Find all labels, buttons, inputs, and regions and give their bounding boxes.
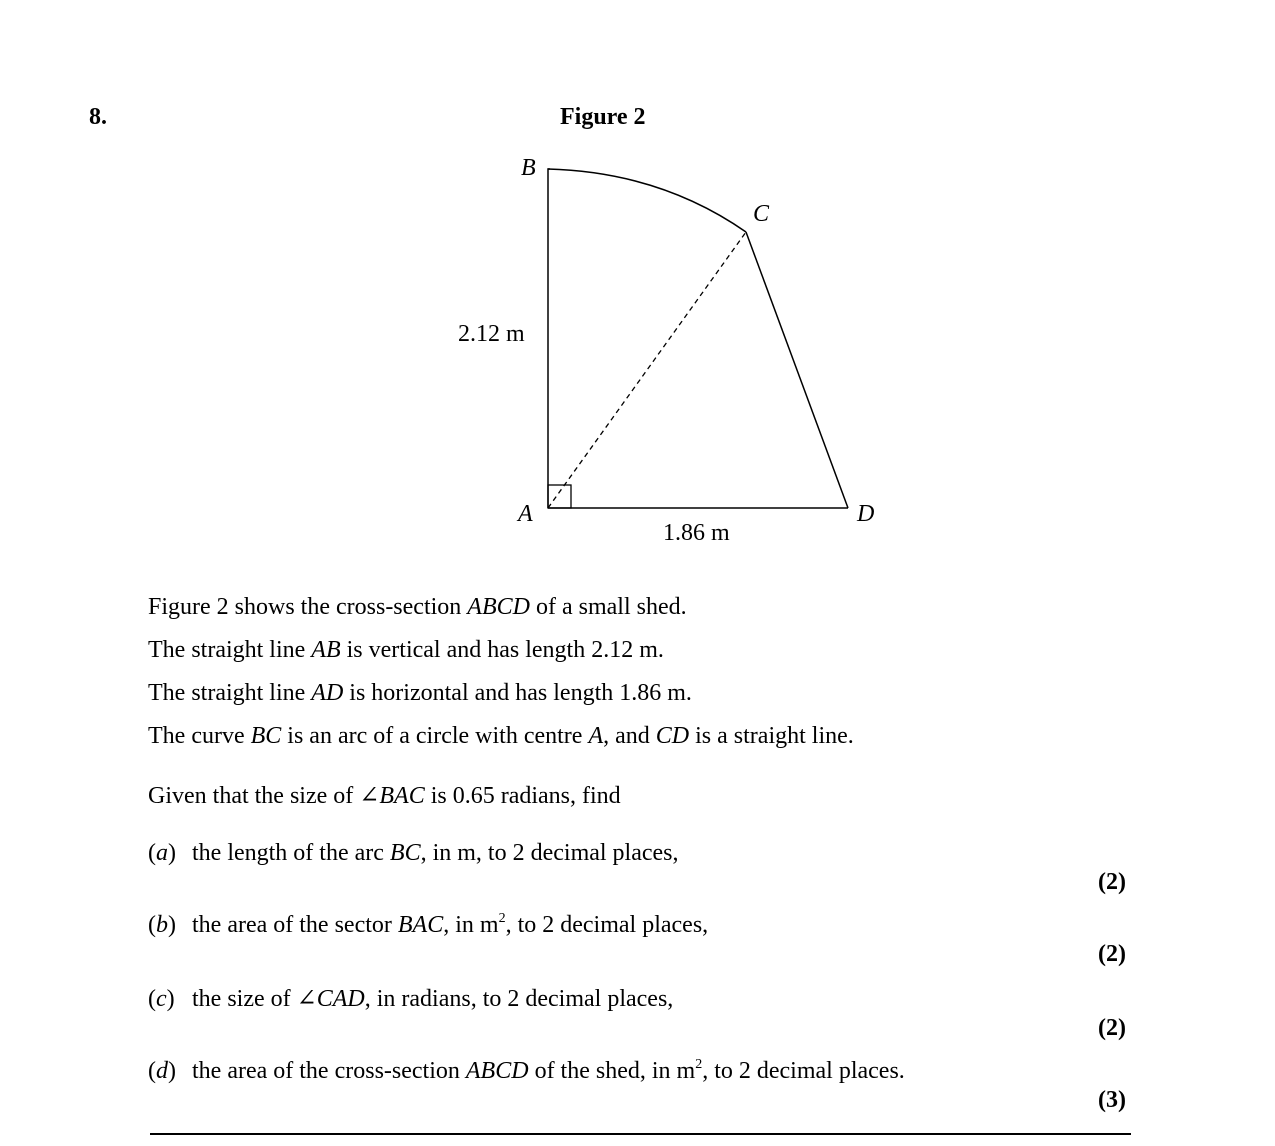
given-statement: Given that the size of ∠BAC is 0.65 radians, find <box>148 783 621 809</box>
point-label-c: C <box>753 201 770 227</box>
part-b: (b) the area of the sector BAC, in $m^2$, to 2 decimal places, <box>148 911 709 938</box>
part-b-marks: (2) <box>1098 941 1126 967</box>
figure-title: Figure 2 <box>560 104 646 130</box>
part-a-label: (a) <box>148 840 176 866</box>
part-c-label: (c) <box>148 986 175 1012</box>
ab-length-label: 2.12 m <box>458 321 525 347</box>
point-label-b: B <box>521 155 536 181</box>
description-line-1: Figure 2 shows the cross-section ABCD of a small shed. <box>148 594 687 620</box>
line-ab <box>548 169 550 508</box>
line-cd <box>746 232 848 508</box>
part-c-marks: (2) <box>1098 1015 1126 1041</box>
description-line-4: The curve BC is an arc of a circle with centre A, and CD is a straight line. <box>148 723 854 749</box>
part-d: (d) the area of the cross-section ABCD of the shed, in $m^2$, to 2 decimal places. <box>148 1057 905 1084</box>
point-label-a: A <box>518 501 533 527</box>
part-c: (c) the size of ∠CAD, in radians, to 2 decimal places, <box>148 986 674 1012</box>
figure-2-diagram <box>0 0 1275 560</box>
question-number: 8. <box>89 104 107 130</box>
part-b-label: (b) <box>148 912 176 938</box>
description-line-2: The straight line AB is vertical and has length 2.12 m. <box>148 637 664 663</box>
description-line-3: The straight line AD is horizontal and has length 1.86 m. <box>148 680 692 706</box>
part-a-marks: (2) <box>1098 869 1126 895</box>
point-label-d: D <box>857 501 875 527</box>
line-ac-dashed <box>548 232 746 508</box>
answer-line-divider <box>150 1133 1131 1135</box>
ad-length-label: 1.86 m <box>663 520 730 546</box>
part-d-label: (d) <box>148 1058 176 1084</box>
part-d-marks: (3) <box>1098 1087 1126 1113</box>
arc-bc <box>548 169 746 232</box>
part-a: (a) the length of the arc BC, in m, to 2 decimal places, <box>148 840 679 866</box>
right-angle-marker <box>548 485 571 508</box>
